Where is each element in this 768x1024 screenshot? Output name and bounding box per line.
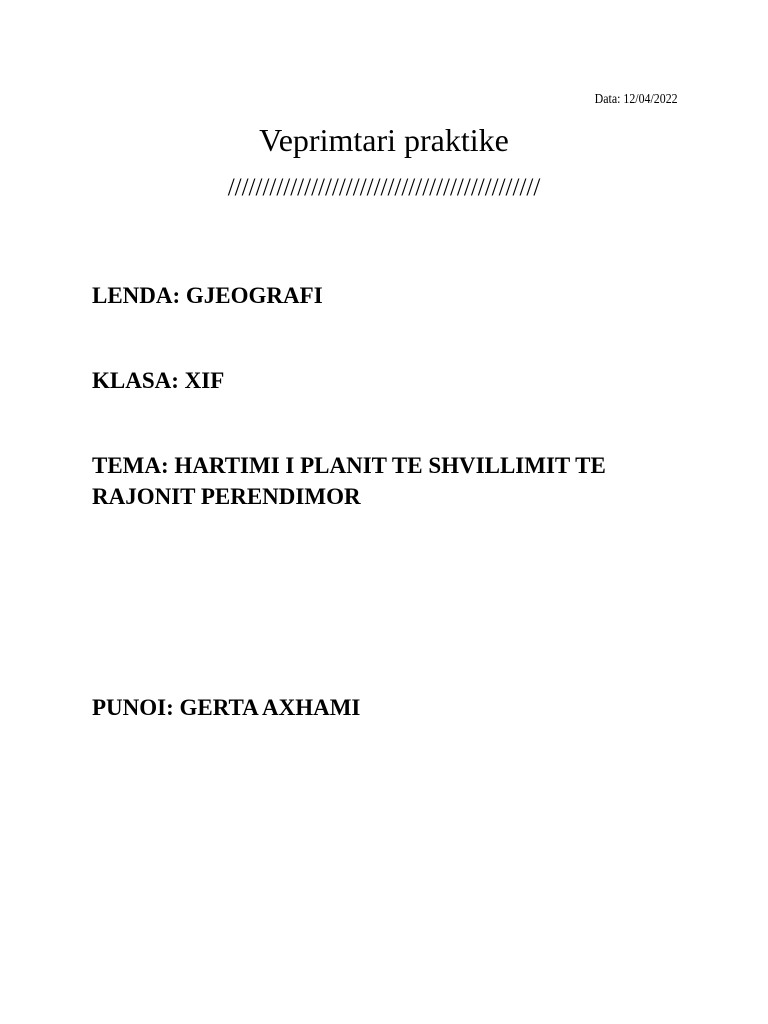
class-field: KLASA: XIF <box>92 368 225 393</box>
subject-field: LENDA: GJEOGRAFI <box>92 283 323 308</box>
topic-field: TEMA: HARTIMI I PLANIT TE SHVILLIMIT TE RAJONIT PERENDIMOR <box>92 453 606 509</box>
page-title: Veprimtari praktike <box>259 122 509 158</box>
author-field: PUNOI: GERTA AXHAMI <box>92 695 361 720</box>
date-label: Data: 12/04/2022 <box>595 92 678 107</box>
slash-separator: ///////////////////////////////////////////// <box>227 174 541 201</box>
